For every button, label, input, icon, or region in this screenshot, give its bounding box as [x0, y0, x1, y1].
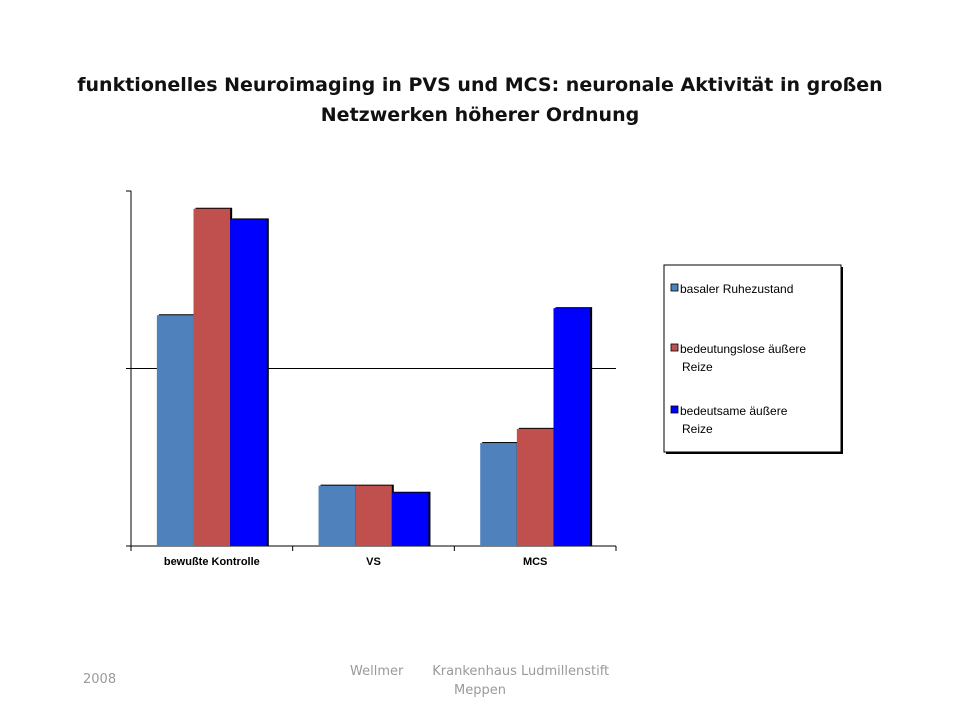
x-tick-label: MCS — [522, 556, 548, 568]
x-tick-label: bewußte Kontrolle — [163, 556, 260, 568]
x-tick-label: VS — [366, 556, 381, 568]
bar — [157, 315, 194, 546]
legend-swatch — [671, 406, 678, 413]
bar — [355, 486, 392, 546]
footer-author-line: Wellmer Krankenhaus Ludmillenstift — [350, 664, 610, 679]
slide-title-line-1: funktionelles Neuroimaging in PVS und MCS: neuronale Aktivität in großen — [77, 74, 883, 96]
legend-swatch — [671, 284, 678, 291]
slide-title-line-2: Netzwerken höherer Ordnung — [320, 104, 640, 126]
bar — [553, 308, 590, 546]
x-tick-labels — [164, 556, 548, 568]
legend-swatch — [671, 344, 678, 351]
bars — [157, 208, 592, 546]
footer-city-line: Meppen — [454, 683, 506, 698]
footer-year: 2008 — [83, 672, 117, 687]
bar — [230, 219, 267, 546]
legend-label: bedeutungslose äußere — [680, 342, 807, 356]
bar — [517, 429, 554, 546]
bar — [480, 443, 517, 546]
legend-label: Reize — [682, 360, 713, 374]
bar — [392, 493, 429, 546]
bar — [194, 209, 231, 546]
legend-label: Reize — [682, 422, 713, 436]
legend-label: bedeutsame äußere — [680, 404, 788, 418]
bar — [319, 486, 356, 546]
legend — [664, 265, 843, 454]
legend-label: basaler Ruhezustand — [680, 282, 794, 296]
footer-author-institution — [350, 662, 630, 700]
